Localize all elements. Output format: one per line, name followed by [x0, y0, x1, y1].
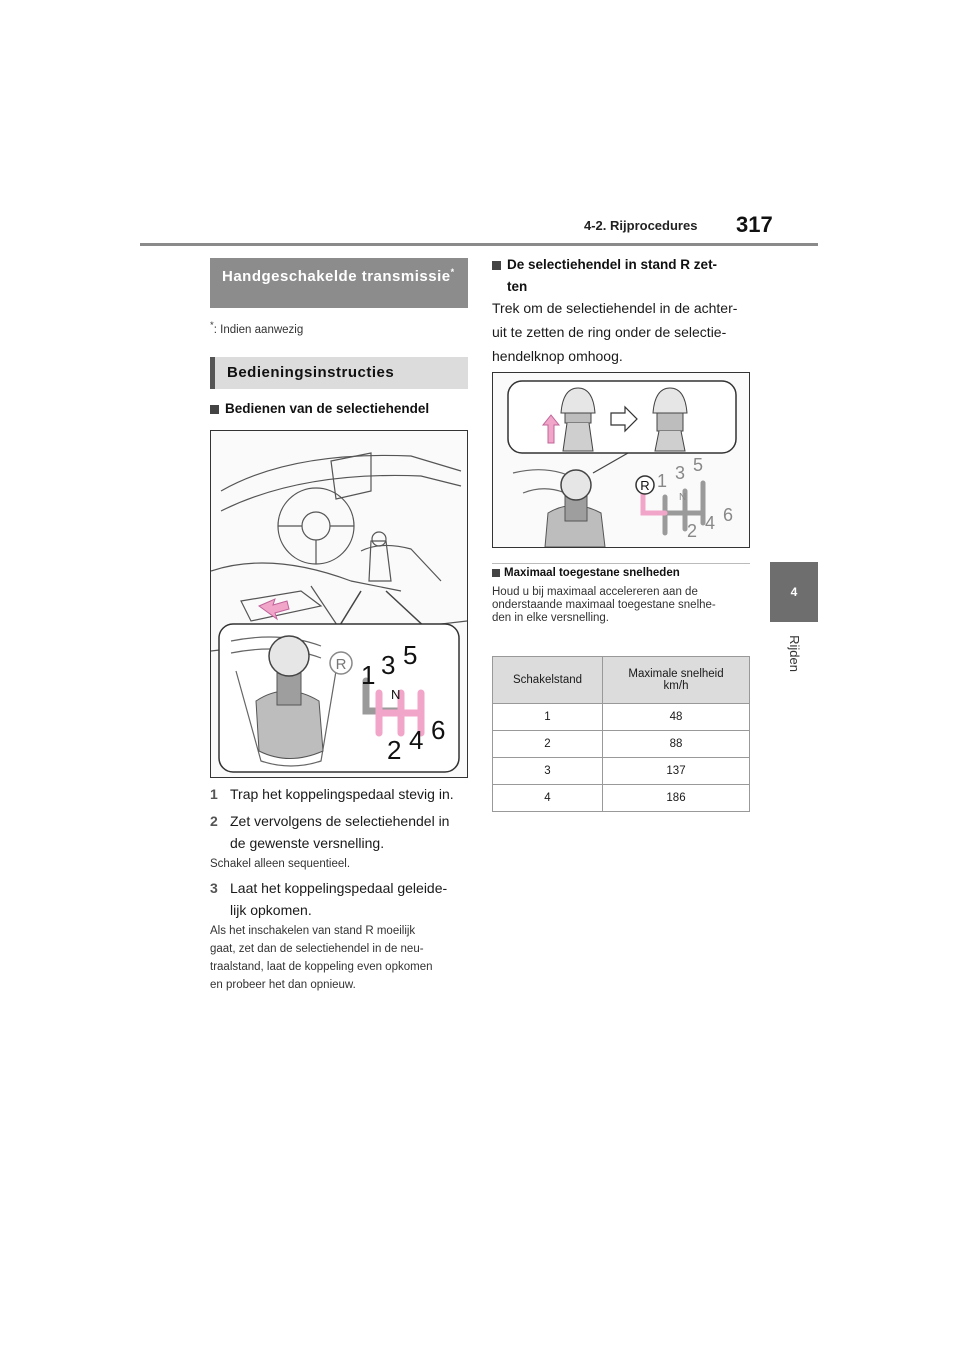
gear-cell: 4 [493, 785, 603, 812]
note-reverse: Als het inschakelen van stand R moeilijk gaat, zet dan de selectiehendel in de neu- traalstand, laat de koppeling even opkomen en probeer het dan opnieuw. [210, 925, 433, 991]
table-row [493, 704, 750, 731]
cockpit-illustration [211, 431, 467, 777]
page-number: 317 [736, 212, 773, 237]
step-1: 1 Trap het koppelingspedaal stevig in. [210, 786, 454, 802]
gear-cell: 2 [493, 731, 603, 758]
reverse-ring-figure [492, 372, 750, 548]
speed-cell: 137 [603, 758, 750, 785]
gear-label-4: 4 [409, 725, 424, 755]
section-label: 4-2. Rijprocedures [584, 218, 698, 233]
block-title-max-speeds: Maximaal toegestane snelheden [492, 567, 680, 579]
col-header-gear: Schakelstand [493, 657, 603, 704]
square-bullet-icon [492, 569, 500, 577]
chapter-label: Rijden [786, 634, 802, 672]
speed-cell: 186 [603, 785, 750, 812]
gear-label-N: N [391, 687, 401, 702]
gear-label-3: 3 [381, 650, 396, 680]
block-title-reverse: De selectiehendel in stand R zet- ten [492, 254, 754, 298]
speed-cell: 88 [603, 731, 750, 758]
col-header-speed: Maximale snelheid km/h [603, 657, 750, 704]
gear-cell: 3 [493, 758, 603, 785]
gear-cell: 1 [493, 704, 603, 731]
reverse-ring-illustration [493, 373, 749, 547]
sub-heading: Bedieningsinstructies [210, 357, 468, 389]
table-row [493, 758, 750, 785]
gear-label-4: 4 [705, 513, 716, 533]
gear-label-6: 6 [723, 505, 734, 525]
table-row [493, 785, 750, 812]
square-bullet-icon [492, 261, 501, 270]
gear-label-R: R [335, 656, 347, 673]
block-title-operating: Bedienen van de selectiehendel [210, 401, 429, 416]
footnote: *: Indien aanwezig [210, 320, 304, 336]
gear-label-N: N [679, 492, 687, 503]
gear-label-1: 1 [657, 471, 668, 491]
header-rule [140, 243, 818, 246]
step-2: 2 Zet vervolgens de selectiehendel in de gewenste versnelling. [210, 813, 450, 851]
gear-label-1: 1 [361, 660, 376, 690]
speed-cell: 48 [603, 704, 750, 731]
gear-label-6: 6 [431, 715, 446, 745]
reverse-instructions: Trek om de selectiehendel in de achter- uit te zetten de ring onder de selectie- hendelknop omhoog. [492, 300, 738, 364]
section-divider [492, 563, 750, 564]
gear-label-2: 2 [387, 735, 402, 765]
max-speed-table [492, 656, 750, 812]
section-heading: Handgeschakelde transmissie* [210, 258, 468, 308]
note-sequential: Schakel alleen sequentieel. [210, 858, 351, 870]
gear-label-2: 2 [687, 521, 698, 541]
shift-lever-figure [210, 430, 468, 778]
gear-label-R: R [640, 478, 650, 493]
gear-label-3: 3 [675, 463, 686, 483]
square-bullet-icon [210, 405, 219, 414]
step-3: 3 Laat het koppelingspedaal geleide- lijk opkomen. [210, 880, 448, 918]
gear-label-5: 5 [403, 640, 418, 670]
chapter-tab[interactable]: 4 [770, 562, 818, 622]
table-row [493, 731, 750, 758]
max-speeds-text: Houd u bij maximaal accelereren aan de onderstaande maximaal toegestane snelhe- den in elke versnelling. [492, 586, 716, 624]
gear-label-5: 5 [693, 455, 704, 475]
